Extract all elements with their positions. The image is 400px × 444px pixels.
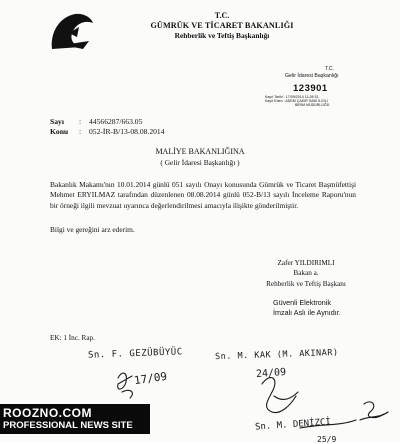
konu-colon: : bbox=[79, 127, 82, 136]
konu-value: 052-İR-B/13-08.08.2014 bbox=[89, 127, 165, 136]
signature-block bbox=[246, 258, 366, 289]
letterhead bbox=[112, 11, 332, 41]
site-watermark bbox=[0, 404, 150, 434]
signer-name: Zafer YILDIRIMLI bbox=[277, 259, 335, 267]
stamp-office: Gelir İdaresi Başkanlığı bbox=[285, 73, 339, 79]
esig-line-1: Güvenli Elektronik bbox=[273, 298, 331, 307]
letterhead-ministry: GÜMRÜK VE TİCARET BAKANLIĞI bbox=[150, 21, 294, 30]
sayi-colon: : bbox=[79, 117, 82, 126]
handwritten-note-2: Sn. M. KAK (M. AKINAR) bbox=[214, 347, 339, 363]
handwritten-date-1: 17/09 bbox=[133, 369, 168, 388]
watermark-tagline: PROFESSIONAL NEWS SITE bbox=[3, 420, 133, 431]
signer-title-2: Rehberlik ve Teftiş Başkanı bbox=[266, 279, 346, 288]
signer-title-1: Bakan a. bbox=[293, 269, 319, 278]
stamp-number: 123901 bbox=[293, 83, 328, 94]
reference-block bbox=[50, 117, 165, 137]
ministry-logo-icon bbox=[49, 11, 95, 51]
handwritten-date-2: 24/09 bbox=[255, 366, 287, 381]
closing-line: Bilgi ve gereğini arz ederim. bbox=[50, 225, 135, 234]
electronic-signature-note bbox=[273, 298, 341, 317]
stamp-line-3: BİRİM MÜDÜRLÜĞÜ bbox=[295, 103, 330, 107]
watermark-site: ROOZNO.COM bbox=[3, 406, 92, 420]
handwritten-date-3: 25/9 bbox=[317, 435, 337, 444]
stamp-line-2: Kayıt Eden : ADEM ÇAKIR SABİ İLGİLİ bbox=[265, 99, 328, 103]
sayi-value: 44566287/663.05 bbox=[89, 117, 143, 126]
stamp-line-1: Kayıt Tarihi : 17/09/2014 11:28:33 bbox=[265, 95, 319, 99]
sayi-row bbox=[50, 117, 165, 127]
konu-label: Konu bbox=[50, 127, 69, 136]
body-paragraph: Bakanlık Makamı'nın 10.01.2014 günlü 051 sayılı Onayı konusunda Gümrük ve Ticaret Başmüfettişi Mehmet ERYILMAZ tarafından düzenlenen 08.08.2014 günlü 052-B/13 sayılı İnceleme Raporu'nun bir örneği ilgili mevzuat uyarınca değerlendirilmesi amacıyla ilişikte gönderilmiştir. bbox=[50, 180, 356, 210]
letterhead-tc: T.C. bbox=[214, 11, 230, 20]
addressee-line-1: MALİYE BAKANLIĞINA bbox=[155, 147, 245, 156]
addressee-line-2: ( Gelir İdaresi Başkanlığı ) bbox=[160, 158, 240, 167]
sayi-label: Sayı bbox=[50, 117, 64, 126]
esig-line-2: İmzalı Aslı ile Aynıdır. bbox=[273, 307, 341, 317]
attachment-note: EK: 1 İnc. Rap. bbox=[50, 334, 95, 342]
handwritten-note-3: Sn. M. DENİZCİ bbox=[254, 417, 332, 433]
receipt-stamp bbox=[265, 66, 361, 114]
letterhead-department: Rehberlik ve Teftiş Başkanlığı bbox=[174, 31, 270, 40]
stamp-tc: T.C. bbox=[325, 66, 334, 72]
konu-row bbox=[50, 127, 165, 137]
handwritten-note-1: Sn. F. GEZÜBÜYÜC bbox=[87, 347, 183, 361]
